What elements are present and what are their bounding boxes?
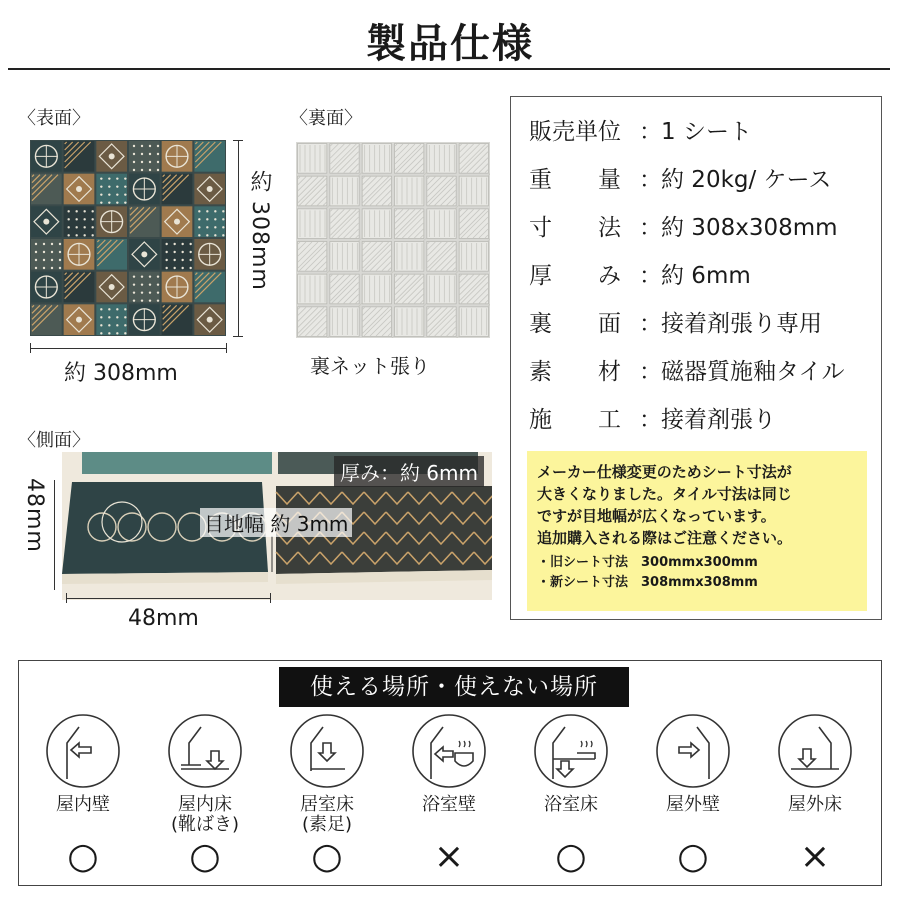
tile-front-image: [30, 140, 226, 336]
spec-row-size: 寸 法 ：約 308x308mm: [529, 209, 838, 242]
place-living-floor-barefoot: [277, 713, 377, 875]
spec-row-material: 素 材 ：磁器質施釉タイル: [529, 353, 845, 386]
spec-value: 約 6mm: [661, 263, 751, 289]
spec-value: 磁器質施釉タイル: [661, 359, 845, 385]
outdoor-wall-icon: [643, 713, 743, 789]
front-width-tick-right: [226, 343, 227, 353]
bathroom-wall-icon: [399, 713, 499, 789]
spec-key: 寸 法: [529, 215, 621, 241]
spec-value: 1 シート: [661, 119, 752, 145]
front-height-dimension-line: [238, 140, 239, 336]
place-label: 浴室床: [544, 794, 598, 815]
tile-back-image: [296, 142, 490, 338]
availability-mark: ×: [433, 836, 465, 877]
spec-value: 約 308x308mm: [661, 215, 838, 241]
side-width-dimension-line: [66, 598, 270, 599]
spec-key: 素 材: [529, 359, 621, 385]
place-label: 屋外床: [788, 794, 842, 815]
indoor-wall-icon: [33, 713, 133, 789]
spec-key: 厚 み: [529, 263, 621, 289]
notice-line: 大きくなりました。タイル寸法は同じ: [537, 485, 792, 503]
spec-row-unit: 販売単位 ：1 シート: [529, 113, 752, 146]
availability-mark: ○: [677, 836, 709, 877]
spec-row-back: 裏 面 ：接着剤張り専用: [529, 305, 822, 338]
back-label: 〈裏面〉: [290, 108, 362, 129]
spec-key: 裏 面: [529, 311, 621, 337]
notice-line: 追加購入される際はご注意ください。: [537, 529, 793, 547]
front-width-dimension-line: [30, 348, 226, 349]
place-label: 屋外壁: [666, 794, 720, 815]
place-indoor-wall: [33, 713, 133, 875]
front-width-tick-left: [30, 343, 31, 353]
usage-section: [18, 660, 882, 886]
spec-value: 約 20kg/ ケース: [661, 167, 832, 193]
place-label: 居室床: [300, 794, 354, 815]
living-floor-barefoot-icon: [277, 713, 377, 789]
place-label: 屋内壁: [56, 794, 110, 815]
notice-line: ですが目地幅が広くなっています。: [537, 507, 776, 525]
place-label: 浴室壁: [422, 794, 476, 815]
place-bathroom-floor: [521, 713, 621, 875]
place-label: 屋内床: [178, 794, 232, 815]
indoor-floor-shoes-icon: [155, 713, 255, 789]
new-sheet-size: ・新シート寸法 308mmx308mm: [537, 575, 758, 590]
spec-row-thickness: 厚 み ：約 6mm: [529, 257, 751, 290]
spec-value: 接着剤張り専用: [661, 311, 822, 337]
notice-line: メーカー仕様変更のためシート寸法が: [537, 463, 792, 481]
outdoor-floor-icon: [765, 713, 865, 789]
spec-key: 販売単位: [529, 119, 621, 145]
availability-mark: ○: [311, 836, 343, 877]
place-sublabel: (素足): [301, 814, 353, 835]
tile-side-image: [62, 452, 492, 600]
availability-mark: ○: [67, 836, 99, 877]
side-width-tick-right: [270, 593, 271, 603]
side-label: 〈側面〉: [18, 430, 90, 451]
usage-title: 使える場所・使えない場所: [279, 667, 629, 707]
spec-key: 重 量: [529, 167, 621, 193]
availability-mark: ○: [555, 836, 587, 877]
old-sheet-size: ・旧シート寸法 300mmx300mm: [537, 555, 758, 570]
spec-row-weight: 重 量 ：約 20kg/ ケース: [529, 161, 831, 194]
side-height-dimension-line: [54, 480, 55, 590]
front-height-tick-top: [233, 140, 243, 141]
spec-value: 接着剤張り: [661, 407, 776, 433]
place-indoor-floor-shoes: [155, 713, 255, 875]
side-joint-width-label: 目地幅 約 3mm: [200, 508, 352, 537]
place-bathroom-wall: [399, 713, 499, 875]
front-height-tick-bottom: [233, 336, 243, 337]
side-height-label: 48mm: [22, 478, 47, 553]
spec-table: [510, 96, 882, 620]
availability-mark: ×: [799, 836, 831, 877]
notice-box: [527, 451, 867, 611]
availability-mark: ○: [189, 836, 221, 877]
place-sublabel: (靴ばき): [170, 814, 240, 835]
bathroom-floor-icon: [521, 713, 621, 789]
side-width-tick-left: [66, 593, 67, 603]
spec-row-installation: 施 工 ：接着剤張り: [529, 401, 776, 434]
place-outdoor-floor: [765, 713, 865, 875]
side-width-label: 48mm: [128, 606, 199, 631]
front-width-label: 約 308mm: [64, 361, 178, 386]
front-height-label: 約 308mm: [247, 170, 272, 291]
place-outdoor-wall: [643, 713, 743, 875]
page-title: 製品仕様: [366, 21, 534, 67]
side-thickness-label: 厚み：約 6mm: [334, 456, 484, 487]
front-label: 〈表面〉: [18, 108, 90, 129]
back-caption: 裏ネット張り: [310, 354, 430, 378]
title-divider: [8, 68, 890, 70]
spec-key: 施 工: [529, 407, 621, 433]
